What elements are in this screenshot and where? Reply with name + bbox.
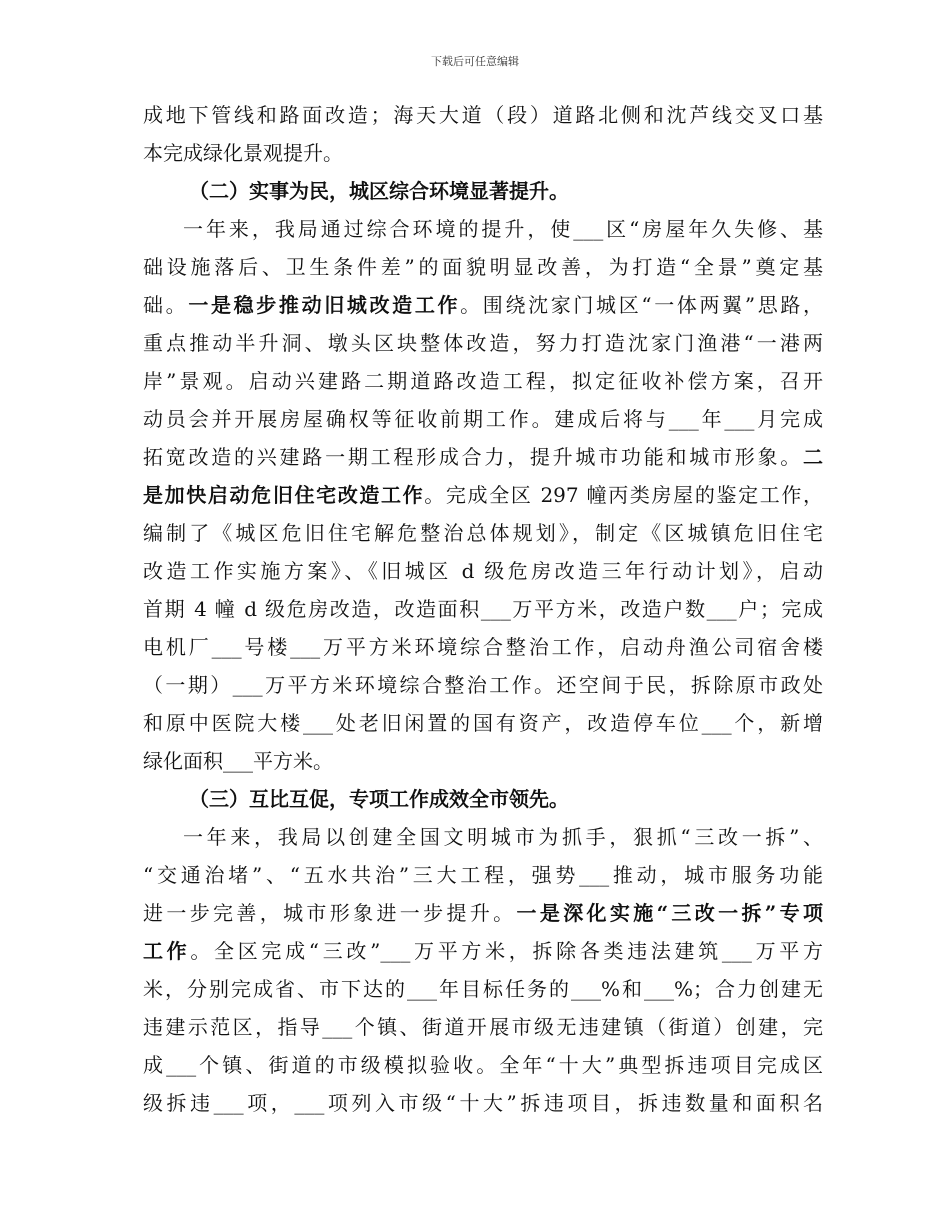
text-run: 电机厂___号楼___万平方米环境综合整治工作，启动舟渔公司宿舍楼 xyxy=(143,635,823,659)
text-run: 成___个镇、街道的市级模拟验收。全年“十大”典型拆违项目完成区 xyxy=(143,1053,823,1077)
text-run: 级拆违___项，___项列入市级“十大”拆违项目，拆违数量和面积名 xyxy=(143,1091,823,1115)
bold-text-run: 工作 xyxy=(143,939,191,963)
section-heading-3 xyxy=(143,780,823,818)
text-run: 一年来，我局以创建全国文明城市为抓手，狠抓“三改一拆”、 xyxy=(183,825,823,849)
text-run: 础。 xyxy=(143,293,189,317)
heading-line xyxy=(143,172,823,210)
text-line xyxy=(143,1084,823,1122)
text-line xyxy=(143,210,823,248)
paragraph-section-2 xyxy=(143,210,823,780)
text-line xyxy=(143,362,823,400)
text-run: 米，分别完成省、市下达的___年目标任务的___%和___%；合力创建无 xyxy=(143,977,823,1001)
text-run: 编制了《城区危旧住宅解危整治总体规划》，制定《区城镇危旧住宅 xyxy=(143,521,823,545)
text-run: 进一步完善，城市形象进一步提升。 xyxy=(143,901,517,925)
text-line xyxy=(143,438,823,476)
text-run: 。全区完成“三改”___万平方米，拆除各类违法建筑___万平方 xyxy=(190,939,823,963)
text-line xyxy=(143,704,823,742)
text-run: 成地下管线和路面改造；海天大道（段）道路北侧和沈芦线交叉口基 xyxy=(143,103,823,127)
heading-line xyxy=(143,780,823,818)
document-body xyxy=(143,96,823,1122)
text-line xyxy=(143,552,823,590)
text-run: （三）互比互促，专项工作成效全市领先。 xyxy=(189,787,569,811)
text-run: 首期 4 幢 d 级危房改造，改造面积___万平方米，改造户数___户；完成 xyxy=(143,597,823,621)
section-heading-2 xyxy=(143,172,823,210)
text-run: 岸”景观。启动兴建路二期道路改造工程，拟定征收补偿方案，召开 xyxy=(143,369,823,393)
text-run: （二）实事为民，城区综合环境显著提升。 xyxy=(189,179,569,203)
bold-text-run: 一是稳步推动旧城改造工作 xyxy=(188,293,461,317)
text-run: 和原中医院大楼___处老旧闲置的国有资产，改造停车位___个，新增 xyxy=(143,711,823,735)
text-line xyxy=(143,286,823,324)
text-run: 违建示范区，指导___个镇、街道开展市级无违建镇（街道）创建，完 xyxy=(143,1015,823,1039)
text-line xyxy=(143,1046,823,1084)
text-line xyxy=(143,742,823,780)
text-line xyxy=(143,818,823,856)
text-line xyxy=(143,1008,823,1046)
text-line xyxy=(143,248,823,286)
text-run: 拓宽改造的兴建路一期工程形成合力，提升城市功能和城市形象。 xyxy=(143,445,803,469)
text-line xyxy=(143,666,823,704)
text-line xyxy=(143,590,823,628)
page-header: 下载后可任意编辑 xyxy=(431,55,519,68)
text-line xyxy=(143,400,823,438)
text-line xyxy=(143,476,823,514)
text-run: “交通治堵”、“五水共治”三大工程，强势___推动，城市服务功能 xyxy=(143,863,823,887)
bold-text-run: 一是深化实施“三改一拆”专项 xyxy=(516,901,823,925)
bold-text-run: 二 xyxy=(803,445,823,469)
text-line xyxy=(143,856,823,894)
text-run: 。完成全区 297 幢丙类房屋的鉴定工作， xyxy=(424,483,823,507)
text-line xyxy=(143,134,823,172)
paragraph-section-3 xyxy=(143,818,823,1122)
text-line xyxy=(143,628,823,666)
text-line xyxy=(143,932,823,970)
text-line xyxy=(143,324,823,362)
text-line xyxy=(143,514,823,552)
text-run: 绿化面积___平方米。 xyxy=(143,749,333,773)
paragraph-continuation xyxy=(143,96,823,172)
text-run: 。围绕沈家门城区“一体两翼”思路， xyxy=(460,293,823,317)
text-run: 改造工作实施方案》、《旧城区 d 级危房改造三年行动计划》，启动 xyxy=(143,559,823,583)
text-line xyxy=(143,894,823,932)
text-run: （一期）___万平方米环境综合整治工作。还空间于民，拆除原市政处 xyxy=(143,673,823,697)
bold-text-run: 是加快启动危旧住宅改造工作 xyxy=(143,483,425,507)
text-run: 一年来，我局通过综合环境的提升，使___区“房屋年久失修、基 xyxy=(183,217,823,241)
text-run: 础设施落后、卫生条件差”的面貌明显改善，为打造“全景”奠定基 xyxy=(143,255,823,279)
text-run: 重点推动半升洞、墩头区块整体改造，努力打造沈家门渔港“一港两 xyxy=(143,331,823,355)
text-line xyxy=(143,96,823,134)
text-run: 本完成绿化景观提升。 xyxy=(143,141,343,165)
text-run: 动员会并开展房屋确权等征收前期工作。建成后将与___年___月完成 xyxy=(143,407,823,431)
text-line xyxy=(143,970,823,1008)
